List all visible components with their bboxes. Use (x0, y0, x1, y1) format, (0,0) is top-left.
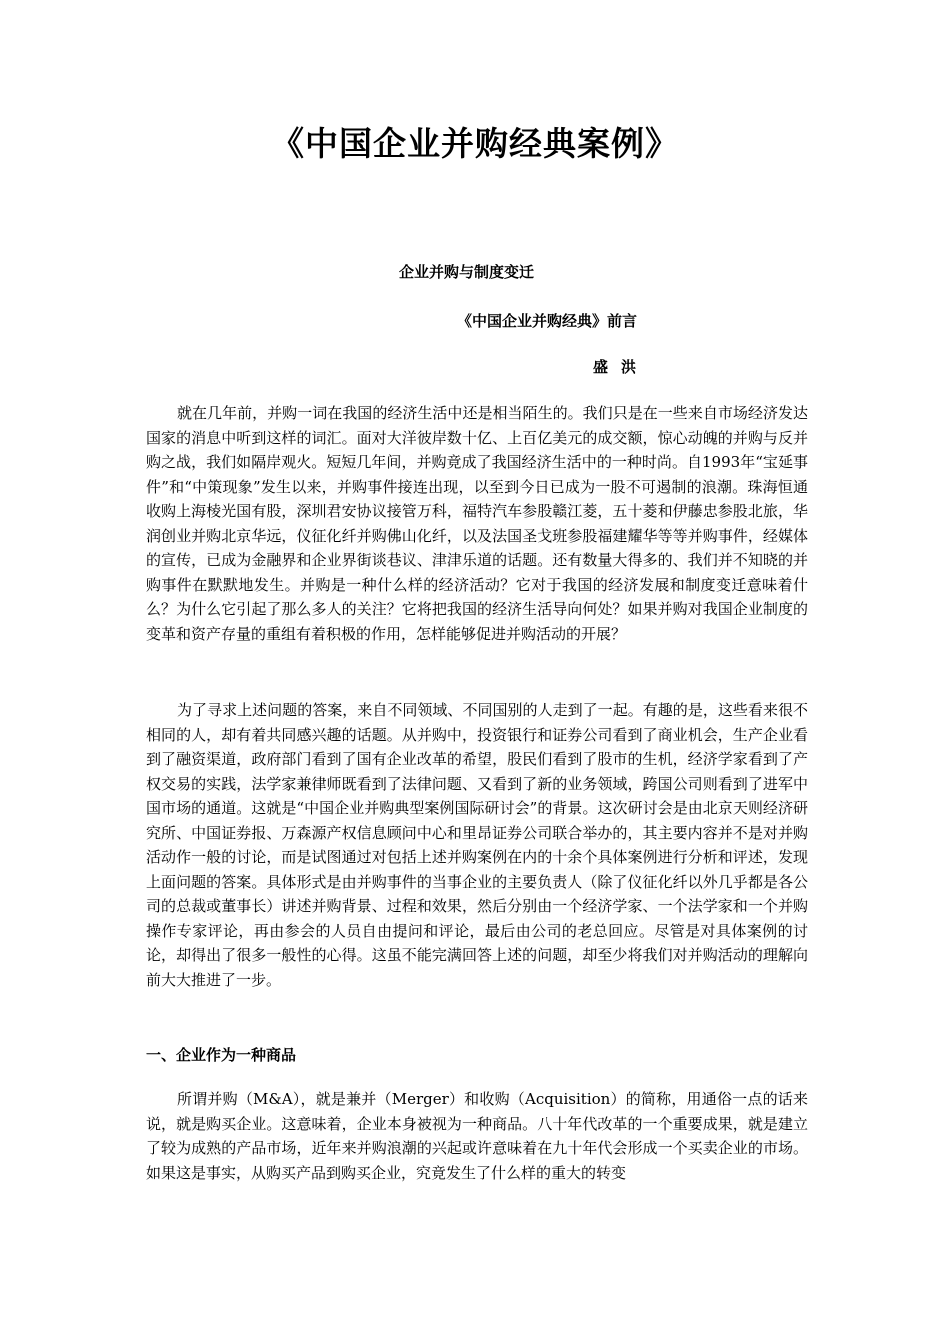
body-paragraph-2: 为了寻求上述问题的答案，来自不同领域、不同国别的人走到了一起。有趣的是，这些看来很不相同的人，却有着共同感兴趣的话题。从并购中，投资银行和证券公司看到了商业机会，生产企业看到了融资渠道，政府部门看到了国有企业改革的希望，股民们看到了股市的生机，经济学家看到了产权交易的实践，法学家兼律师既看到了法律问题、又看到了新的业务领域，跨国公司则看到了进军中国市场的通道。这就是“中国企业并购典型案例国际研讨会”的背景。这次研讨会是由北京天则经济研究所、中国证券报、万森源产权信息顾问中心和里昂证券公司联合举办的，其主要内容并不是对并购活动作一般的讨论，而是试图通过对包括上述并购案例在内的十余个具体案例进行分析和评述，发现上面问题的答案。具体形式是由并购事件的当事企业的主要负责人（除了仪征化纤以外几乎都是各公司的总裁或董事长）讲述并购背景、过程和效果，然后分别由一个经济学家、一个法学家和一个并购操作专家评论，再由参会的人员自由提问和评论，最后由公司的老总回应。尽管是对具体案例的讨论，却得出了很多一般性的心得。这虽不能完满回答上述的问题，却至少将我们对并购活动的理解向前大大推进了一步。 (146, 701, 808, 989)
author-name: 盛洪 (593, 358, 650, 376)
body-paragraph-3: 所谓并购（M&A），就是兼并（Merger）和收购（Acquisition）的简称，用通俗一点的话来说，就是购买企业。这意味着，企业本身被视为一种商品。八十年代改革的一个重要成果，就是建立了较为成熟的产品市场，近年来并购浪潮的兴起或许意味着在九十年代会形成一个买卖企业的市场。如果这是事实，从购买产品到购买企业，究竟发生了什么样的重大的转变 (146, 1090, 808, 1182)
document-title: 《中国企业并购经典案例》 (271, 124, 679, 163)
article-subtitle: 企业并购与制度变迁 (399, 263, 535, 281)
preface-label: 《中国企业并购经典》前言 (457, 312, 638, 330)
section-heading-1: 一、企业作为一种商品 (146, 1046, 297, 1064)
body-paragraph-1: 就在几年前，并购一词在我国的经济生活中还是相当陌生的。我们只是在一些来自市场经济发达国家的消息中听到这样的词汇。面对大洋彼岸数十亿、上百亿美元的成交额，惊心动魄的并购与反并购之战，我们如隔岸观火。短短几年间，并购竟成了我国经济生活中的一种时尚。自1993年“宝延事件”和“中策现象”发生以来，并购事件接连出现，以至到今日已成为一股不可遏制的浪潮。珠海恒通收购上海棱光国有股，深圳君安协议接管万科，福特汽车参股赣江菱，五十菱和伊藤忠参股北旅，华润创业并购北京华远，仪征化纤并购佛山化纤，以及法国圣戈班参股福建耀华等等并购事件，经媒体的宣传，已成为金融界和企业界街谈巷议、津津乐道的话题。还有数量大得多的、我们并不知晓的并购事件在默默地发生。并购是一种什么样的经济活动？它对于我国的经济发展和制度变迁意味着什么？为什么它引起了那么多人的关注？它将把我国的经济生活导向何处？如果并购对我国企业制度的变革和资产存量的重组有着积极的作用，怎样能够促进并购活动的开展？ (146, 404, 808, 643)
